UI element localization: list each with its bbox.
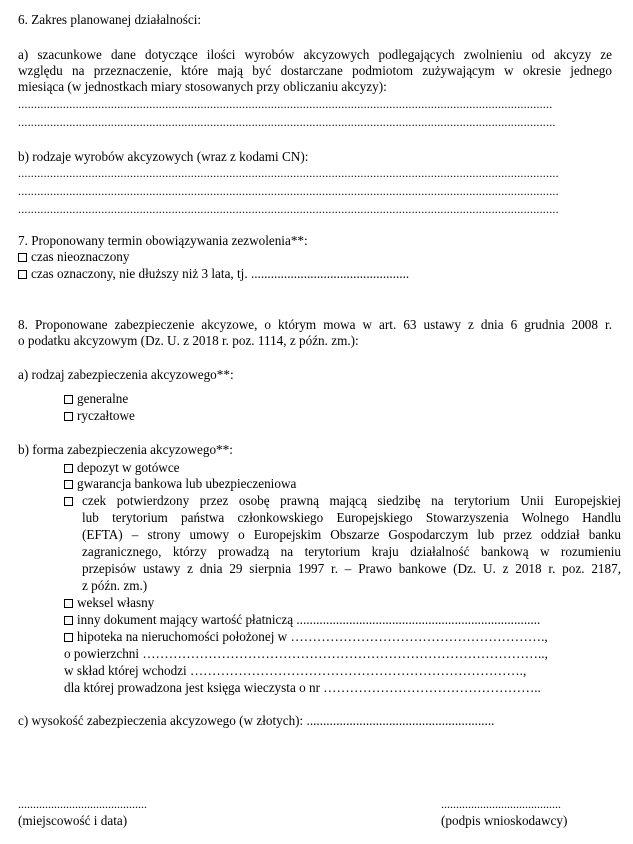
term-indefinite-option[interactable] [18,249,129,265]
cheque-line-3: (EFTA) – strony umowy o Europejskim Obszarze Gospodarczym lub przez oddział banku [82,527,621,542]
section-6a-line-2: względu na przeznaczenie, które mają być dostarczane podmiotom zużywającym w okresie jednego [18,63,612,78]
section-6-heading: 6. Zakres planowanej działalności: [18,12,202,27]
form-other-document-option[interactable] [64,612,540,628]
place-date-dots: ........................................... [18,797,147,811]
section-8a-heading: a) rodzaj zabezpieczenia akcyzowego**: [18,367,234,382]
form-bank-guarantee-option[interactable] [64,476,296,492]
checkbox-cash-deposit[interactable] [64,464,73,473]
mortgage-area-line: o powierzchni ……………………………………………………………………………….., [64,646,548,661]
section-6b-dots-2: ......................................................................................................................................................................... [18,185,559,197]
section-8-heading-line-2: o podatku akcyzowym (Dz. U. z 2018 r. poz. 1114, z późn. zm.): [18,333,359,348]
mortgage-label: hipoteka na nieruchomości położonej w …………………………………………………., [77,629,548,644]
place-date-label: (miejscowość i data) [18,813,128,828]
form-cash-deposit-option[interactable] [64,460,180,476]
cheque-line-1: czek potwierdzony przez osobę prawną mającą siedzibę na terytorium Unii Europejskiej [82,493,621,508]
section-8c-heading: c) wysokość zabezpieczenia akcyzowego (w złotych): ......................................................... [18,713,495,728]
term-indefinite-label: czas nieoznaczony [31,249,130,264]
signature-label: (podpis wnioskodawcy) [441,813,568,828]
term-definite-option[interactable] [18,266,409,282]
cheque-line-2: lub terytorium państwa członkowskiego Europejskiego Stowarzyszenia Wolnego Handlu [82,510,621,525]
checkbox-lump-sum[interactable] [64,412,73,421]
checkbox-term-definite[interactable] [18,270,27,279]
form-cheque-option[interactable] [64,493,77,509]
land-register-line: dla której prowadzona jest księga wieczysta o nr ………………………………………….. [64,680,541,695]
cheque-line-5: przepisów ustawy z dnia 29 sierpnia 1997 r. – Prawo bankowe (Dz. U. z 2018 r. poz. 2187, [82,561,621,576]
checkbox-mortgage[interactable] [64,633,73,642]
section-8b-heading: b) forma zabezpieczenia akcyzowego**: [18,442,233,457]
checkbox-other-document[interactable] [64,616,73,625]
form-mortgage-option[interactable] [64,629,548,645]
checkbox-cheque[interactable] [64,497,73,506]
cash-deposit-label: depozyt w gotówce [77,460,180,475]
lump-sum-label: ryczałtowe [77,408,135,423]
section-6a-line-1: a) szacunkowe dane dotyczące ilości wyrobów akcyzowych podlegających zwolnieniu od akcyzy ze [18,47,612,62]
checkbox-general[interactable] [64,395,73,404]
section-6b-dots-1: ......................................................................................................................................................................... [18,167,559,179]
guarantee-lump-sum-option[interactable] [64,408,135,424]
checkbox-bank-guarantee[interactable] [64,480,73,489]
guarantee-general-option[interactable] [64,391,128,407]
bank-guarantee-label: gwarancja bankowa lub ubezpieczeniowa [77,476,297,491]
cheque-line-4: zagranicznego, którzy prowadzą na terytorium kraju działalność bankową w rozumieniu [82,544,621,559]
section-6b-heading: b) rodzaje wyrobów akcyzowych (wraz z kodami CN): [18,149,309,164]
cheque-line-6: z późn. zm.) [82,578,148,593]
other-document-label: inny dokument mający wartość płatniczą .......................................................................... [77,612,541,627]
checkbox-term-indefinite[interactable] [18,253,27,262]
section-6a-line-3: miesiąca (w jednostkach miary stosowanych przy obliczaniu akcyzy): [18,79,387,94]
section-7-heading: 7. Proponowany termin obowiązywania zezwolenia**: [18,233,308,248]
signature-dots: ........................................ [441,797,561,811]
mortgage-includes-line: w skład której wchodzi …………………………………………………………………., [64,663,527,678]
promissory-note-label: weksel własny [77,595,155,610]
term-definite-label: czas oznaczony, nie dłuższy niż 3 lata, tj. ................................................ [31,266,410,281]
checkbox-promissory-note[interactable] [64,599,73,608]
general-label: generalne [77,391,129,406]
section-8-heading-line-1: 8. Proponowane zabezpieczenie akcyzowe, o którym mowa w art. 63 ustawy z dnia 6 grudnia 2008 r. [18,317,612,332]
section-6a-dots-1: ....................................................................................................................................................................... [18,98,553,110]
form-promissory-note-option[interactable] [64,595,154,611]
section-6b-dots-3: ......................................................................................................................................................................... [18,203,559,215]
section-6a-dots-2: ........................................................................................................................................................................ [18,116,556,128]
